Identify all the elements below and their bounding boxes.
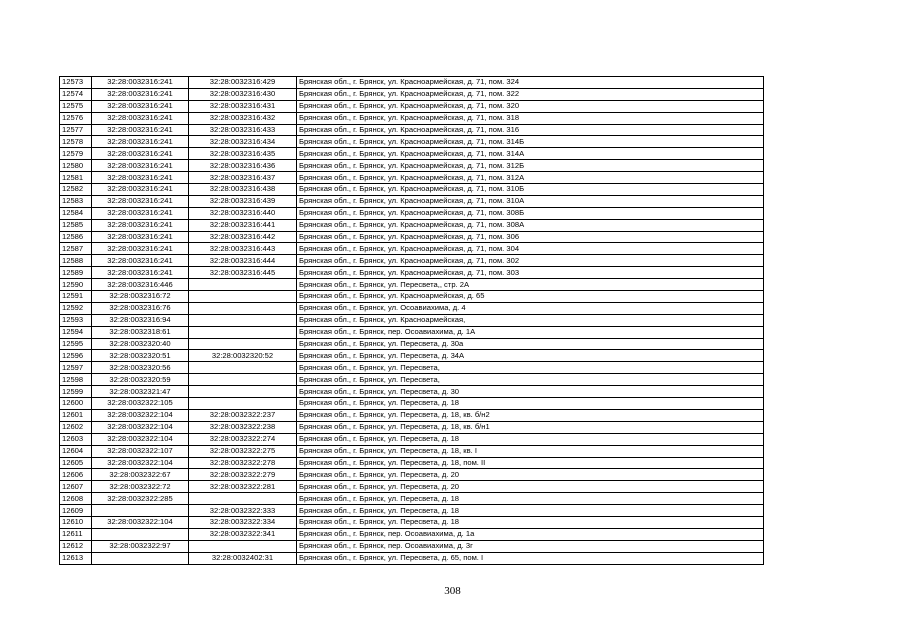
parcel-cadastral-cell: 32:28:0032316:241: [92, 160, 189, 172]
address-cell: Брянская обл., г. Брянск, пер. Осоавиахима, д. 1А: [297, 326, 764, 338]
row-number-cell: 12586: [60, 231, 92, 243]
parcel-cadastral-cell: 32:28:0032316:446: [92, 279, 189, 291]
row-number-cell: 12593: [60, 314, 92, 326]
parcel-cadastral-cell: 32:28:0032316:241: [92, 148, 189, 160]
premises-cadastral-cell: 32:28:0032320:52: [189, 350, 297, 362]
address-cell: Брянская обл., г. Брянск, ул. Красноармейская, д. 71, пом. 314А: [297, 148, 764, 160]
premises-cadastral-cell: 32:28:0032316:432: [189, 112, 297, 124]
table-row: [60, 528, 764, 540]
address-cell: Брянская обл., г. Брянск, ул. Красноармейская, д. 65: [297, 291, 764, 303]
address-cell: Брянская обл., г. Брянск, ул. Пересвета, д. 18, кв. I: [297, 445, 764, 457]
premises-cadastral-cell: [189, 338, 297, 350]
parcel-cadastral-cell: 32:28:0032318:61: [92, 326, 189, 338]
table-row: [60, 398, 764, 410]
row-number-cell: 12601: [60, 409, 92, 421]
premises-cadastral-cell: 32:28:0032316:439: [189, 195, 297, 207]
address-cell: Брянская обл., г. Брянск, ул. Пересвета, д. 18: [297, 505, 764, 517]
table-row: [60, 505, 764, 517]
row-number-cell: 12575: [60, 100, 92, 112]
row-number-cell: 12602: [60, 421, 92, 433]
address-cell: Брянская обл., г. Брянск, ул. Пересвета, д. 20: [297, 469, 764, 481]
parcel-cadastral-cell: 32:28:0032322:72: [92, 481, 189, 493]
table-row: [60, 386, 764, 398]
parcel-cadastral-cell: 32:28:0032316:241: [92, 136, 189, 148]
address-cell: Брянская обл., г. Брянск, ул. Красноармейская, д. 71, пом. 306: [297, 231, 764, 243]
parcel-cadastral-cell: 32:28:0032322:105: [92, 398, 189, 410]
premises-cadastral-cell: 32:28:0032316:444: [189, 255, 297, 267]
parcel-cadastral-cell: 32:28:0032316:241: [92, 207, 189, 219]
premises-cadastral-cell: 32:28:0032316:445: [189, 267, 297, 279]
parcel-cadastral-cell: 32:28:0032321:47: [92, 386, 189, 398]
address-cell: Брянская обл., г. Брянск, ул. Пересвета, д. 20: [297, 481, 764, 493]
table-row: [60, 493, 764, 505]
premises-cadastral-cell: [189, 540, 297, 552]
row-number-cell: 12610: [60, 516, 92, 528]
premises-cadastral-cell: 32:28:0032322:333: [189, 505, 297, 517]
premises-cadastral-cell: [189, 493, 297, 505]
table-row: [60, 362, 764, 374]
premises-cadastral-cell: 32:28:0032322:274: [189, 433, 297, 445]
address-cell: Брянская обл., г. Брянск, ул. Пересвета, д. 30: [297, 386, 764, 398]
table-row: [60, 160, 764, 172]
row-number-cell: 12613: [60, 552, 92, 564]
row-number-cell: 12608: [60, 493, 92, 505]
row-number-cell: 12594: [60, 326, 92, 338]
row-number-cell: 12577: [60, 124, 92, 136]
parcel-cadastral-cell: 32:28:0032316:241: [92, 231, 189, 243]
parcel-cadastral-cell: 32:28:0032316:241: [92, 172, 189, 184]
table-row: [60, 338, 764, 350]
table-row: [60, 255, 764, 267]
table-row: [60, 457, 764, 469]
table-row: [60, 207, 764, 219]
parcel-cadastral-cell: 32:28:0032316:241: [92, 243, 189, 255]
premises-cadastral-cell: 32:28:0032322:275: [189, 445, 297, 457]
row-number-cell: 12590: [60, 279, 92, 291]
premises-cadastral-cell: 32:28:0032316:440: [189, 207, 297, 219]
parcel-cadastral-cell: 32:28:0032320:59: [92, 374, 189, 386]
table-row: [60, 195, 764, 207]
table-row: [60, 302, 764, 314]
address-cell: Брянская обл., г. Брянск, ул. Осоавиахима, д. 4: [297, 302, 764, 314]
parcel-cadastral-cell: 32:28:0032322:104: [92, 433, 189, 445]
table-row: [60, 112, 764, 124]
row-number-cell: 12573: [60, 77, 92, 89]
premises-cadastral-cell: 32:28:0032316:436: [189, 160, 297, 172]
parcel-cadastral-cell: 32:28:0032320:40: [92, 338, 189, 350]
address-cell: Брянская обл., г. Брянск, ул. Пересвета, д. 18: [297, 516, 764, 528]
row-number-cell: 12587: [60, 243, 92, 255]
parcel-cadastral-cell: 32:28:0032320:56: [92, 362, 189, 374]
parcel-cadastral-cell: 32:28:0032322:97: [92, 540, 189, 552]
premises-cadastral-cell: [189, 398, 297, 410]
row-number-cell: 12603: [60, 433, 92, 445]
table-row: [60, 88, 764, 100]
premises-cadastral-cell: [189, 291, 297, 303]
premises-cadastral-cell: [189, 362, 297, 374]
row-number-cell: 12578: [60, 136, 92, 148]
row-number-cell: 12598: [60, 374, 92, 386]
premises-cadastral-cell: 32:28:0032322:334: [189, 516, 297, 528]
row-number-cell: 12605: [60, 457, 92, 469]
premises-cadastral-cell: 32:28:0032322:341: [189, 528, 297, 540]
address-cell: Брянская обл., г. Брянск, ул. Красноармейская, д. 71, пом. 318: [297, 112, 764, 124]
parcel-cadastral-cell: [92, 505, 189, 517]
table-row: [60, 552, 764, 564]
table-row: [60, 481, 764, 493]
address-cell: Брянская обл., г. Брянск, ул. Красноармейская, д. 71, пом. 308А: [297, 219, 764, 231]
premises-cadastral-cell: [189, 279, 297, 291]
table-row: [60, 314, 764, 326]
premises-cadastral-cell: [189, 314, 297, 326]
address-cell: Брянская обл., г. Брянск, ул. Пересвета,: [297, 374, 764, 386]
premises-cadastral-cell: [189, 386, 297, 398]
premises-cadastral-cell: 32:28:0032322:278: [189, 457, 297, 469]
row-number-cell: 12591: [60, 291, 92, 303]
premises-cadastral-cell: 32:28:0032322:281: [189, 481, 297, 493]
parcel-cadastral-cell: 32:28:0032316:241: [92, 267, 189, 279]
row-number-cell: 12574: [60, 88, 92, 100]
address-cell: Брянская обл., г. Брянск, ул. Красноармейская, д. 71, пом. 304: [297, 243, 764, 255]
table-row: [60, 433, 764, 445]
row-number-cell: 12599: [60, 386, 92, 398]
table-row: [60, 279, 764, 291]
parcel-cadastral-cell: 32:28:0032322:104: [92, 409, 189, 421]
parcel-cadastral-cell: 32:28:0032316:94: [92, 314, 189, 326]
parcel-cadastral-cell: [92, 528, 189, 540]
parcel-cadastral-cell: 32:28:0032316:241: [92, 255, 189, 267]
address-cell: Брянская обл., г. Брянск, ул. Пересвета, д. 34А: [297, 350, 764, 362]
table-row: [60, 421, 764, 433]
address-cell: Брянская обл., г. Брянск, ул. Пересвета, д. 30а: [297, 338, 764, 350]
parcel-cadastral-cell: 32:28:0032316:241: [92, 112, 189, 124]
table-row: [60, 124, 764, 136]
row-number-cell: 12592: [60, 302, 92, 314]
table-row: [60, 291, 764, 303]
parcel-cadastral-cell: 32:28:0032322:107: [92, 445, 189, 457]
premises-cadastral-cell: 32:28:0032402:31: [189, 552, 297, 564]
table-row: [60, 219, 764, 231]
parcel-cadastral-cell: 32:28:0032322:67: [92, 469, 189, 481]
parcel-cadastral-cell: 32:28:0032316:241: [92, 100, 189, 112]
parcel-cadastral-cell: 32:28:0032316:241: [92, 124, 189, 136]
parcel-cadastral-cell: 32:28:0032316:72: [92, 291, 189, 303]
premises-cadastral-cell: [189, 374, 297, 386]
parcel-cadastral-cell: 32:28:0032316:241: [92, 195, 189, 207]
row-number-cell: 12585: [60, 219, 92, 231]
premises-cadastral-cell: 32:28:0032316:443: [189, 243, 297, 255]
premises-cadastral-cell: 32:28:0032316:441: [189, 219, 297, 231]
address-cell: Брянская обл., г. Брянск, ул. Красноармейская, д. 71, пом. 302: [297, 255, 764, 267]
address-cell: Брянская обл., г. Брянск, ул. Красноармейская, д. 71, пом. 316: [297, 124, 764, 136]
table-row: [60, 100, 764, 112]
row-number-cell: 12609: [60, 505, 92, 517]
row-number-cell: 12588: [60, 255, 92, 267]
table-row: [60, 350, 764, 362]
address-cell: Брянская обл., г. Брянск, ул. Красноармейская, д. 71, пом. 303: [297, 267, 764, 279]
table-row: [60, 326, 764, 338]
data-table: [59, 76, 764, 565]
address-cell: Брянская обл., г. Брянск, ул. Красноармейская, д. 71, пом. 314Б: [297, 136, 764, 148]
parcel-cadastral-cell: 32:28:0032320:51: [92, 350, 189, 362]
page-number: 308: [444, 585, 461, 597]
parcel-cadastral-cell: 32:28:0032316:241: [92, 184, 189, 196]
parcel-cadastral-cell: 32:28:0032322:285: [92, 493, 189, 505]
table-row: [60, 148, 764, 160]
row-number-cell: 12611: [60, 528, 92, 540]
premises-cadastral-cell: 32:28:0032316:435: [189, 148, 297, 160]
address-cell: Брянская обл., г. Брянск, ул. Красноармейская,: [297, 314, 764, 326]
address-cell: Брянская обл., г. Брянск, ул. Пересвета, д. 18: [297, 433, 764, 445]
parcel-cadastral-cell: 32:28:0032322:104: [92, 516, 189, 528]
address-cell: Брянская обл., г. Брянск, ул. Пересвета, д. 18: [297, 493, 764, 505]
table-row: [60, 374, 764, 386]
address-cell: Брянская обл., г. Брянск, пер. Осоавиахима, д. 3г: [297, 540, 764, 552]
row-number-cell: 12595: [60, 338, 92, 350]
table-row: [60, 136, 764, 148]
premises-cadastral-cell: [189, 302, 297, 314]
address-cell: Брянская обл., г. Брянск, ул. Пересвета, д. 18, кв. б/н2: [297, 409, 764, 421]
row-number-cell: 12597: [60, 362, 92, 374]
premises-cadastral-cell: 32:28:0032322:279: [189, 469, 297, 481]
table-row: [60, 172, 764, 184]
address-cell: Брянская обл., г. Брянск, ул. Красноармейская, д. 71, пом. 320: [297, 100, 764, 112]
table-row: [60, 516, 764, 528]
row-number-cell: 12584: [60, 207, 92, 219]
address-cell: Брянская обл., г. Брянск, ул. Пересвета, д. 18, кв. б/н1: [297, 421, 764, 433]
row-number-cell: 12576: [60, 112, 92, 124]
table-row: [60, 77, 764, 89]
table-row: [60, 184, 764, 196]
premises-cadastral-cell: 32:28:0032316:438: [189, 184, 297, 196]
address-cell: Брянская обл., г. Брянск, ул. Пересвета, д. 65, пом. I: [297, 552, 764, 564]
address-cell: Брянская обл., г. Брянск, ул. Красноармейская, д. 71, пом. 310А: [297, 195, 764, 207]
row-number-cell: 12606: [60, 469, 92, 481]
address-cell: Брянская обл., г. Брянск, ул. Пересвета,, стр. 2А: [297, 279, 764, 291]
parcel-cadastral-cell: 32:28:0032322:104: [92, 421, 189, 433]
row-number-cell: 12580: [60, 160, 92, 172]
parcel-cadastral-cell: 32:28:0032316:241: [92, 88, 189, 100]
table-body: [60, 77, 764, 565]
premises-cadastral-cell: 32:28:0032316:433: [189, 124, 297, 136]
row-number-cell: 12604: [60, 445, 92, 457]
parcel-cadastral-cell: 32:28:0032316:76: [92, 302, 189, 314]
parcel-cadastral-cell: 32:28:0032322:104: [92, 457, 189, 469]
table-row: [60, 409, 764, 421]
premises-cadastral-cell: 32:28:0032316:430: [189, 88, 297, 100]
parcel-cadastral-cell: 32:28:0032316:241: [92, 77, 189, 89]
premises-cadastral-cell: 32:28:0032322:237: [189, 409, 297, 421]
address-cell: Брянская обл., г. Брянск, ул. Красноармейская, д. 71, пом. 312Б: [297, 160, 764, 172]
premises-cadastral-cell: 32:28:0032322:238: [189, 421, 297, 433]
table-row: [60, 445, 764, 457]
premises-cadastral-cell: 32:28:0032316:431: [189, 100, 297, 112]
address-cell: Брянская обл., г. Брянск, ул. Красноармейская, д. 71, пом. 322: [297, 88, 764, 100]
address-cell: Брянская обл., г. Брянск, пер. Осоавиахима, д. 1а: [297, 528, 764, 540]
premises-cadastral-cell: 32:28:0032316:437: [189, 172, 297, 184]
row-number-cell: 12600: [60, 398, 92, 410]
table-row: [60, 243, 764, 255]
address-cell: Брянская обл., г. Брянск, ул. Пересвета, д. 18, пом. II: [297, 457, 764, 469]
premises-cadastral-cell: 32:28:0032316:429: [189, 77, 297, 89]
address-cell: Брянская обл., г. Брянск, ул. Красноармейская, д. 71, пом. 308Б: [297, 207, 764, 219]
table-row: [60, 231, 764, 243]
row-number-cell: 12583: [60, 195, 92, 207]
address-cell: Брянская обл., г. Брянск, ул. Пересвета, д. 18: [297, 398, 764, 410]
address-cell: Брянская обл., г. Брянск, ул. Пересвета,: [297, 362, 764, 374]
address-cell: Брянская обл., г. Брянск, ул. Красноармейская, д. 71, пом. 312А: [297, 172, 764, 184]
table-row: [60, 540, 764, 552]
row-number-cell: 12612: [60, 540, 92, 552]
row-number-cell: 12582: [60, 184, 92, 196]
table-row: [60, 267, 764, 279]
row-number-cell: 12589: [60, 267, 92, 279]
row-number-cell: 12596: [60, 350, 92, 362]
parcel-cadastral-cell: 32:28:0032316:241: [92, 219, 189, 231]
parcel-cadastral-cell: [92, 552, 189, 564]
address-cell: Брянская обл., г. Брянск, ул. Красноармейская, д. 71, пом. 310Б: [297, 184, 764, 196]
premises-cadastral-cell: 32:28:0032316:442: [189, 231, 297, 243]
row-number-cell: 12607: [60, 481, 92, 493]
row-number-cell: 12579: [60, 148, 92, 160]
table-row: [60, 469, 764, 481]
premises-cadastral-cell: 32:28:0032316:434: [189, 136, 297, 148]
row-number-cell: 12581: [60, 172, 92, 184]
premises-cadastral-cell: [189, 326, 297, 338]
address-cell: Брянская обл., г. Брянск, ул. Красноармейская, д. 71, пом. 324: [297, 77, 764, 89]
